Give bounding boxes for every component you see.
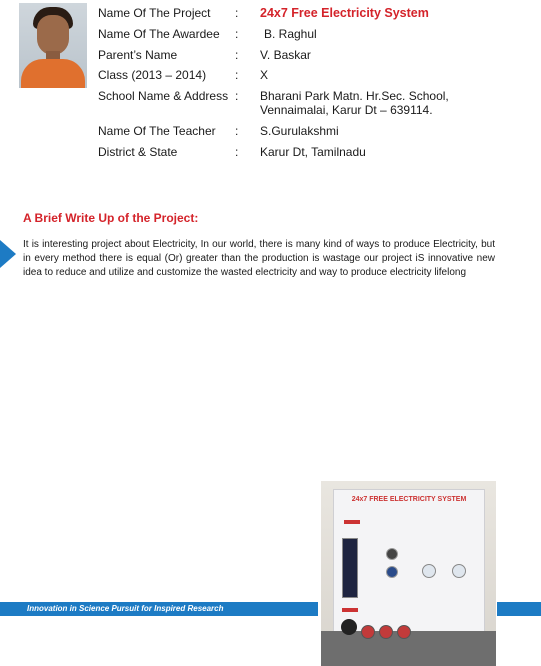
school-address-line2: Vennaimalai, Karur Dt – 639114. — [260, 103, 433, 117]
info-colon: : — [235, 6, 239, 20]
arrow-marker-icon — [0, 240, 16, 268]
footer-tagline: Innovation in Science Pursuit for Inspired Research — [27, 604, 224, 613]
district-state-value: Karur Dt, Tamilnadu — [260, 145, 366, 159]
info-colon: : — [235, 124, 239, 138]
info-colon: : — [235, 48, 239, 62]
project-name-value: 24x7 Free Electricity System — [260, 6, 429, 20]
parent-name-value: V. Baskar — [260, 48, 311, 62]
footer-band-right — [497, 602, 541, 616]
school-address-line1: Bharani Park Matn. Hr.Sec. School, — [260, 89, 449, 103]
info-label: Name Of The Teacher — [98, 124, 216, 138]
info-label: School Name & Address — [98, 89, 229, 103]
info-colon: : — [235, 27, 239, 41]
info-label: Name Of The Awardee — [98, 27, 220, 41]
writeup-body: It is interesting project about Electricity, In our world, there is many kind of ways to produce Electricity, but in every method there is equal (Or) greater than the production is wastage our project iS innovative new idea to reduce and utilize and customize the wasted electricity and way to produce electricity lifelong — [23, 239, 495, 278]
info-colon: : — [235, 68, 239, 82]
info-label: Name Of The Project — [98, 6, 211, 20]
class-value: X — [260, 68, 269, 82]
awardee-photo — [19, 3, 87, 88]
info-label: District & State — [98, 145, 178, 159]
teacher-name-value: S.Gurulakshmi — [260, 124, 339, 138]
info-label: Parent’s Name — [98, 48, 178, 62]
board-title: 24x7 FREE ELECTRICITY SYSTEM — [351, 496, 467, 503]
info-label: Class (2013 – 2014) — [98, 68, 207, 82]
project-model-photo — [321, 481, 496, 666]
info-colon: : — [235, 89, 239, 103]
writeup-heading: A Brief Write Up of the Project: — [23, 211, 199, 225]
info-colon: : — [235, 145, 239, 159]
awardee-name-value: B. Raghul — [264, 27, 317, 41]
